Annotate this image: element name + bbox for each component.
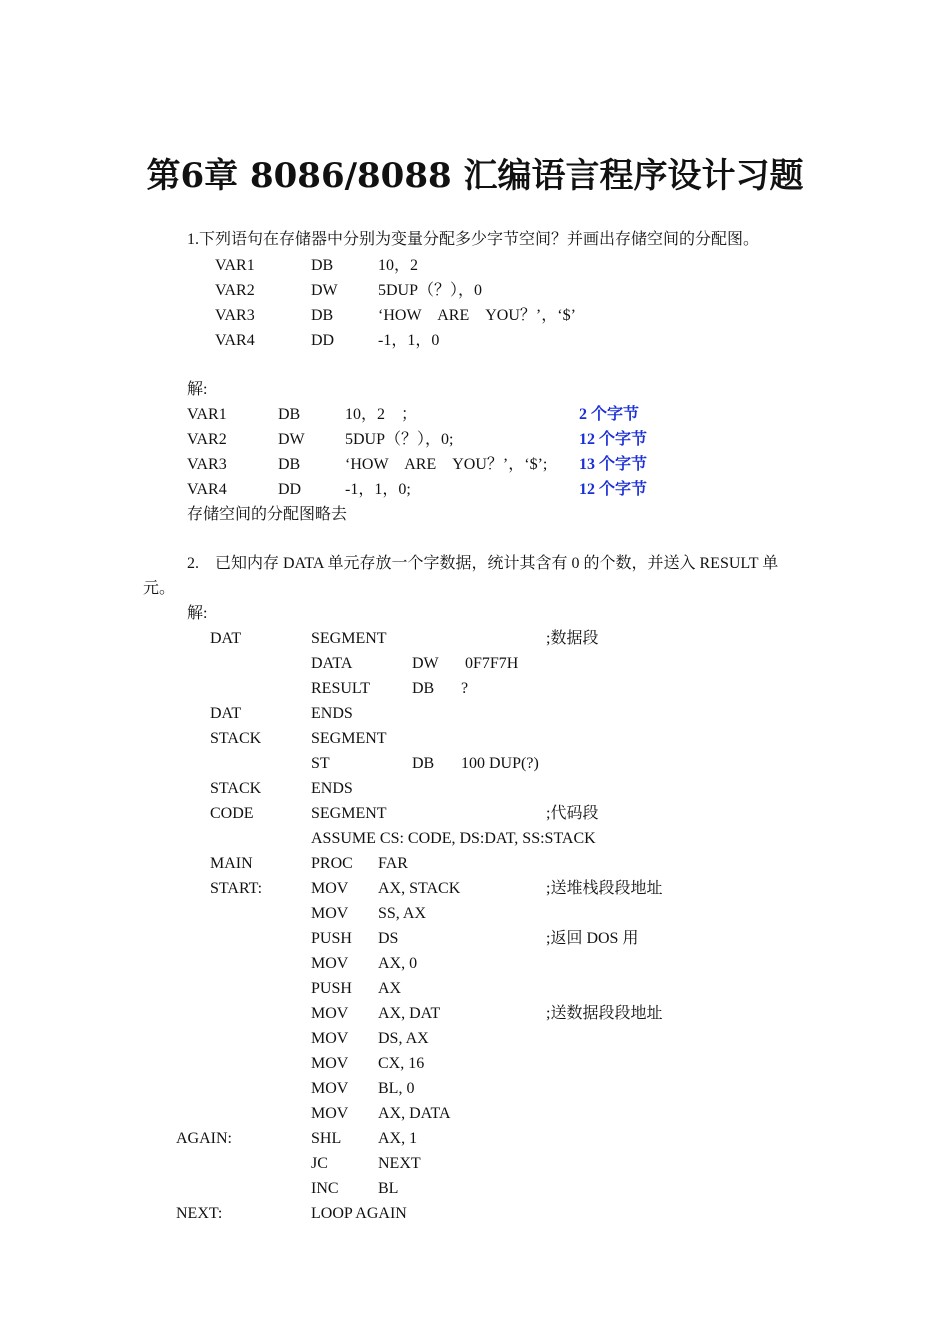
code-extra: ? bbox=[461, 680, 469, 697]
a1-row-type: DW bbox=[278, 431, 305, 448]
code-arg: DB bbox=[412, 680, 435, 697]
q1-row-name: VAR2 bbox=[215, 282, 255, 299]
a1-row-bytes: 12 个字节 bbox=[579, 481, 648, 498]
code-extra: 0F7F7H bbox=[465, 655, 519, 672]
code-comment: ;送数据段段地址 bbox=[546, 1005, 663, 1022]
q1-row-value: ‘HOW ARE YOU？’，‘$’ bbox=[378, 307, 576, 324]
code-label: MAIN bbox=[210, 855, 253, 872]
answer-1-label: 解: bbox=[187, 381, 208, 398]
code-arg: BL, 0 bbox=[378, 1080, 415, 1097]
code-op: MOV bbox=[311, 955, 349, 972]
code-arg: DB bbox=[412, 755, 435, 772]
a1-row-name: VAR1 bbox=[187, 406, 227, 423]
code-op: MOV bbox=[311, 1055, 349, 1072]
code-op: MOV bbox=[311, 905, 349, 922]
a1-row-value: 10，2 ； bbox=[345, 406, 418, 423]
code-arg: BL bbox=[378, 1180, 399, 1197]
q1-row-type: DB bbox=[311, 257, 334, 274]
code-label: START: bbox=[210, 880, 263, 897]
code-arg: DW bbox=[412, 655, 439, 672]
code-arg: CX, 16 bbox=[378, 1055, 425, 1072]
page-title: 第6章 8086/8088 汇编语言程序设计习题 bbox=[146, 156, 804, 196]
code-op: SEGMENT bbox=[311, 630, 387, 647]
code-op: ENDS bbox=[311, 780, 353, 797]
code-op: INC bbox=[311, 1180, 339, 1197]
code-label: DAT bbox=[210, 705, 242, 722]
code-label: DAT bbox=[210, 630, 242, 647]
a1-row-value: ‘HOW ARE YOU？’，‘$’; bbox=[345, 456, 548, 473]
a1-row-name: VAR3 bbox=[187, 456, 227, 473]
code-op: SEGMENT bbox=[311, 730, 387, 747]
code-op: PROC bbox=[311, 855, 353, 872]
answer-2-label: 解: bbox=[187, 605, 208, 622]
code-op: MOV bbox=[311, 1030, 349, 1047]
code-label: AGAIN: bbox=[176, 1130, 232, 1147]
code-arg: AX, DAT bbox=[378, 1005, 441, 1022]
code-op: SHL bbox=[311, 1130, 342, 1147]
code-op: ENDS bbox=[311, 705, 353, 722]
code-label: STACK bbox=[210, 780, 262, 797]
code-arg: AX, DATA bbox=[378, 1105, 451, 1122]
q1-row-value: -1，1，0 bbox=[378, 332, 440, 349]
code-op: MOV bbox=[311, 880, 349, 897]
a1-row-bytes: 13 个字节 bbox=[579, 456, 648, 473]
code-arg: DS bbox=[378, 930, 399, 947]
code-comment: ;代码段 bbox=[546, 805, 599, 822]
question-2-text-line2: 元。 bbox=[143, 580, 176, 597]
code-op: RESULT bbox=[311, 680, 370, 697]
code-op: MOV bbox=[311, 1105, 349, 1122]
code-arg: AX bbox=[378, 980, 402, 997]
a1-row-value: 5DUP（？），0; bbox=[345, 431, 454, 448]
question-2-text-line1: 2. 已知内存 DATA 单元存放一个字数据，统计其含有 0 的个数，并送入 RESULT 单 bbox=[187, 555, 779, 572]
code-arg: NEXT bbox=[378, 1155, 421, 1172]
code-arg: AX, STACK bbox=[378, 880, 461, 897]
a1-row-bytes: 12 个字节 bbox=[579, 431, 648, 448]
code-arg: FAR bbox=[378, 855, 408, 872]
code-op: MOV bbox=[311, 1080, 349, 1097]
q1-row-type: DW bbox=[311, 282, 338, 299]
code-comment: ;数据段 bbox=[546, 630, 599, 647]
code-arg: AX, 1 bbox=[378, 1130, 418, 1147]
code-arg: SS, AX bbox=[378, 905, 427, 922]
answer-1-note: 存储空间的分配图略去 bbox=[187, 506, 348, 523]
code-extra: 100 DUP(?) bbox=[461, 755, 539, 772]
code-op: LOOP AGAIN bbox=[311, 1205, 407, 1222]
a1-row-type: DB bbox=[278, 406, 301, 423]
q1-row-name: VAR4 bbox=[215, 332, 255, 349]
code-op: PUSH bbox=[311, 980, 352, 997]
q1-row-value: 10，2 bbox=[378, 257, 419, 274]
q1-row-value: 5DUP（？），0 bbox=[378, 282, 483, 299]
a1-row-value: -1，1，0; bbox=[345, 481, 411, 498]
a1-row-name: VAR4 bbox=[187, 481, 227, 498]
code-op: JC bbox=[311, 1155, 328, 1172]
q1-row-name: VAR3 bbox=[215, 307, 255, 324]
code-comment: ;返回 DOS 用 bbox=[546, 930, 639, 947]
code-op: DATA bbox=[311, 655, 353, 672]
code-arg: AX, 0 bbox=[378, 955, 418, 972]
code-label: STACK bbox=[210, 730, 262, 747]
q1-row-type: DD bbox=[311, 332, 335, 349]
a1-row-type: DD bbox=[278, 481, 302, 498]
code-op: ASSUME CS: CODE, DS:DAT, SS:STACK bbox=[311, 830, 596, 847]
q1-row-type: DB bbox=[311, 307, 334, 324]
code-op: ST bbox=[311, 755, 330, 772]
code-op: MOV bbox=[311, 1005, 349, 1022]
a1-row-bytes: 2 个字节 bbox=[579, 406, 640, 423]
code-op: PUSH bbox=[311, 930, 352, 947]
code-arg: DS, AX bbox=[378, 1030, 429, 1047]
code-op: SEGMENT bbox=[311, 805, 387, 822]
code-label: CODE bbox=[210, 805, 254, 822]
a1-row-name: VAR2 bbox=[187, 431, 227, 448]
question-1-text: 1.下列语句在存储器中分别为变量分配多少字节空间？并画出存储空间的分配图。 bbox=[187, 231, 760, 248]
q1-row-name: VAR1 bbox=[215, 257, 255, 274]
code-label: NEXT: bbox=[176, 1205, 223, 1222]
code-comment: ;送堆栈段段地址 bbox=[546, 880, 663, 897]
a1-row-type: DB bbox=[278, 456, 301, 473]
